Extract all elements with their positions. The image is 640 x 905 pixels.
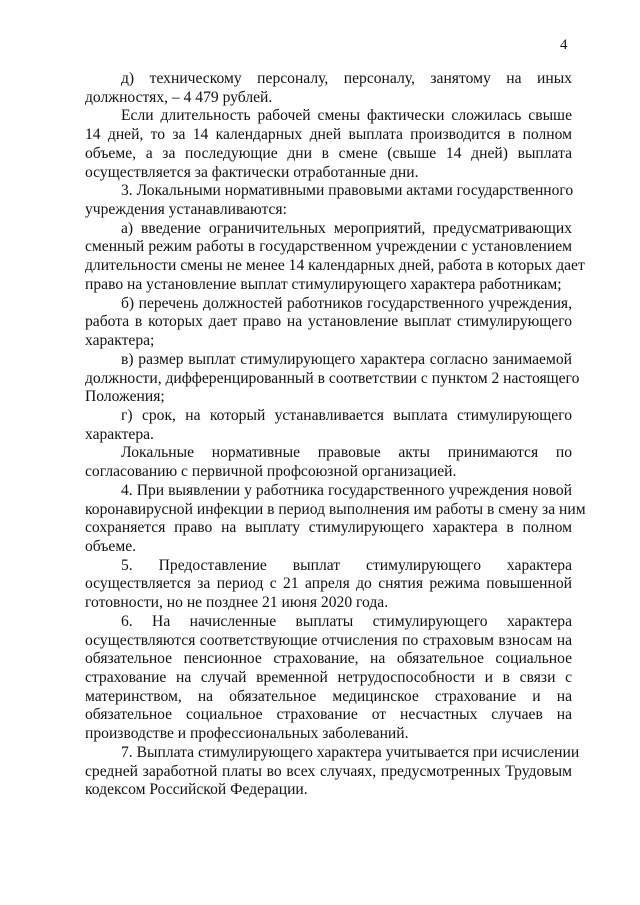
text-line: Локальные нормативные правовые акты принимаются по [121,444,572,462]
text-line: 6. На начисленные выплаты стимулирующего характера [121,612,572,630]
text-line: характера; [85,332,155,350]
text-line: Если длительность рабочей смены фактически сложилась свыше [121,107,572,125]
text-line: производстве и профессиональных заболеваний. [85,725,409,743]
text-line: страхование на случай временной нетрудоспособности и в связи с [85,669,572,687]
text-line: г) срок, на который устанавливается выплата стимулирующего [121,406,572,424]
text-line: объеме, а за последующие дни в смене (свыше 14 дней) выплата [85,144,572,162]
text-line: характера. [85,425,154,443]
text-line: должности, дифференцированный в соответствии с пунктом 2 настоящего [85,369,580,387]
text-line: обязательное пенсионное страхование, на обязательное социальное [85,650,572,668]
text-line: право на установление выплат стимулирующего характера работникам; [85,275,562,293]
text-line: 3. Локальными нормативными правовыми актами государственного [121,182,574,200]
text-line: 7. Выплата стимулирующего характера учитывается при исчислении [121,743,580,761]
text-line: коронавирусной инфекции в период выполнения им работы в смену за ним [85,500,586,518]
text-line: д) техническому персоналу, персоналу, занятому на иных [121,70,572,87]
text-line: средней заработной платы во всех случаях, предусмотренных Трудовым [85,762,572,780]
page-number: 4 [560,37,568,53]
text-line: Положения; [85,388,165,406]
text-line: а) введение ограничительных мероприятий, предусматривающих [121,219,572,237]
text-line: осуществляется за период с 21 апреля до снятия режима повышенной [85,575,572,593]
text-line: сменный режим работы в государственном учреждении с установлением [85,238,572,256]
text-line: обязательное социальное страхование от несчастных случаев на [85,706,572,724]
text-line: сохраняется право на выплату стимулирующего характера в полном [85,519,572,537]
text-line: материнством, на обязательное медицинское страхование и на [85,687,572,705]
text-line: 5. Предоставление выплат стимулирующего характера [121,556,572,574]
text-line: 4. При выявлении у работника государственного учреждения новой [121,481,572,499]
text-line: готовности, но не позднее 21 июня 2020 года. [85,594,389,612]
text-line: осуществляются соответствующие отчисления по страховым взносам на [85,631,572,649]
text-line: согласованию с первичной профсоюзной организацией. [85,463,457,481]
text-line: б) перечень должностей работников государственного учреждения, [121,294,572,312]
text-line: 14 дней, то за 14 календарных дней выплата производится в полном [85,126,572,144]
text-line: длительности смены не менее 14 календарных дней, работа в которых дает [85,257,585,275]
text-line: учреждения устанавливаются: [85,201,287,219]
text-line: должностях, – 4 479 рублей. [85,88,273,106]
text-line: в) размер выплат стимулирующего характера согласно занимаемой [121,350,572,368]
text-line: работа в которых дает право на установление выплат стимулирующего [85,313,572,331]
text-line: кодексом Российской Федерации. [85,781,308,799]
text-line: осуществляется за фактически отработанные дни. [85,163,419,181]
text-line: объеме. [85,538,137,555]
